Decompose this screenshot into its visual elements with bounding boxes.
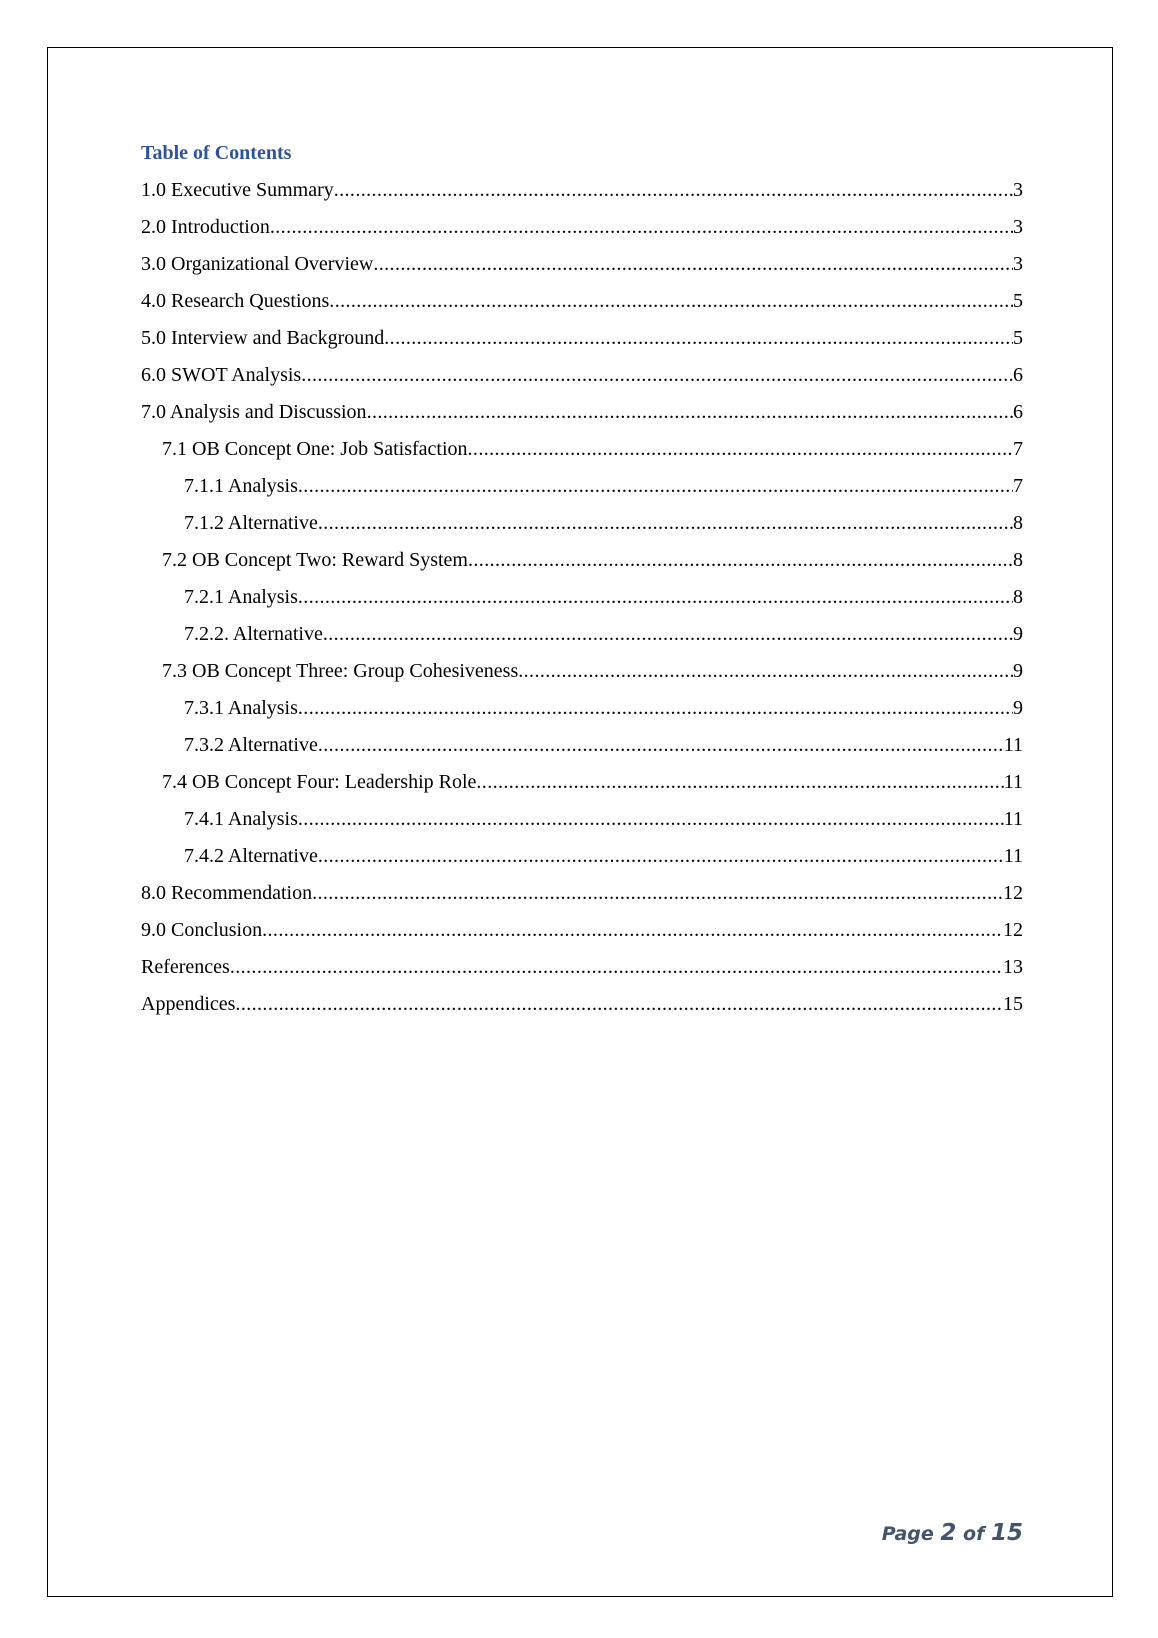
toc-entry[interactable] xyxy=(141,656,1023,693)
toc-page-number: 5 xyxy=(1013,290,1023,312)
toc-entry-label: 9.0 Conclusion xyxy=(141,919,263,941)
toc-entry-label: 5.0 Interview and Background xyxy=(141,327,385,349)
toc-dot-leader xyxy=(384,323,1013,353)
toc-entry[interactable] xyxy=(141,212,1023,249)
toc-page-number: 6 xyxy=(1013,364,1023,386)
toc-entry-label: References xyxy=(141,956,230,978)
toc-dot-leader xyxy=(318,841,1004,871)
toc-entry-label: 8.0 Recommendation xyxy=(141,882,313,904)
footer-total-pages: 15 xyxy=(990,1520,1023,1546)
toc-page-number: 11 xyxy=(1003,771,1023,793)
toc-dot-leader xyxy=(476,767,1003,797)
toc-page-number: 11 xyxy=(1003,734,1023,756)
toc-entry-label: 3.0 Organizational Overview xyxy=(141,253,374,275)
toc-page-number: 3 xyxy=(1013,216,1023,238)
toc-page-number: 11 xyxy=(1003,808,1023,830)
toc-entry[interactable] xyxy=(141,508,1023,545)
toc-entry-label: 7.1.1 Analysis xyxy=(184,475,298,497)
toc-entry-label: 7.4.2 Alternative xyxy=(184,845,318,867)
toc-entry[interactable] xyxy=(141,175,1023,212)
toc-dot-leader xyxy=(270,212,1013,242)
toc-dot-leader xyxy=(301,360,1013,390)
toc-page-number: 11 xyxy=(1003,845,1023,867)
toc-entry-label: 7.4.1 Analysis xyxy=(184,808,298,830)
toc-entry-label: 7.2.2. Alternative xyxy=(184,623,323,645)
toc-dot-leader xyxy=(318,508,1013,538)
toc-dot-leader xyxy=(367,397,1013,427)
toc-page-number: 5 xyxy=(1013,327,1023,349)
toc-page-number: 13 xyxy=(1003,956,1023,978)
toc-page-number: 8 xyxy=(1013,586,1023,608)
toc-page-number: 3 xyxy=(1013,253,1023,275)
toc-entry[interactable] xyxy=(141,471,1023,508)
toc-heading: Table of Contents xyxy=(141,142,292,164)
toc-entry-label: 1.0 Executive Summary xyxy=(141,179,334,201)
toc-entry[interactable] xyxy=(141,286,1023,323)
toc-dot-leader xyxy=(318,730,1004,760)
toc-entry-label: Appendices xyxy=(141,993,236,1015)
toc-dot-leader xyxy=(230,952,1003,982)
toc-entry-label: 7.2.1 Analysis xyxy=(184,586,298,608)
toc-page-number: 12 xyxy=(1003,882,1023,904)
footer-current-page: 2 xyxy=(940,1520,957,1546)
footer-page-word: Page xyxy=(881,1523,934,1545)
toc-entry[interactable] xyxy=(141,249,1023,286)
toc-entry[interactable] xyxy=(141,730,1023,767)
toc-page-number: 8 xyxy=(1013,549,1023,571)
toc-page-number: 9 xyxy=(1013,660,1023,682)
toc-entry-label: 7.3 OB Concept Three: Group Cohesiveness xyxy=(162,660,519,682)
toc-entry-label: 7.2 OB Concept Two: Reward System xyxy=(162,549,468,571)
toc-dot-leader xyxy=(518,656,1013,686)
toc-entry[interactable] xyxy=(141,989,1023,1026)
toc-entry-label: 6.0 SWOT Analysis xyxy=(141,364,302,386)
toc-entry-label: 4.0 Research Questions xyxy=(141,290,330,312)
toc-page-number: 15 xyxy=(1003,993,1023,1015)
toc-entry-label: 7.3.2 Alternative xyxy=(184,734,318,756)
toc-entry[interactable] xyxy=(141,434,1023,471)
toc-entry[interactable] xyxy=(141,323,1023,360)
toc-dot-leader xyxy=(298,582,1013,612)
toc-entry[interactable] xyxy=(141,545,1023,582)
toc-dot-leader xyxy=(373,249,1013,279)
page-number-footer xyxy=(882,1520,1023,1546)
toc-entry[interactable] xyxy=(141,360,1023,397)
toc-entry[interactable] xyxy=(141,804,1023,841)
toc-dot-leader xyxy=(334,175,1013,205)
toc-entry-label: 7.1.2 Alternative xyxy=(184,512,318,534)
toc-dot-leader xyxy=(298,471,1013,501)
toc-entry[interactable] xyxy=(141,397,1023,434)
toc-entry[interactable] xyxy=(141,693,1023,730)
toc-entry-label: 7.4 OB Concept Four: Leadership Role xyxy=(162,771,477,793)
footer-of-word: of xyxy=(963,1523,985,1545)
toc-entry-label: 7.1 OB Concept One: Job Satisfaction xyxy=(162,438,468,460)
toc-page-number: 7 xyxy=(1013,475,1023,497)
toc-page-number: 9 xyxy=(1013,623,1023,645)
toc-page-number: 6 xyxy=(1013,401,1023,423)
toc-list xyxy=(141,175,1023,1026)
toc-page-number: 3 xyxy=(1013,179,1023,201)
toc-dot-leader xyxy=(323,619,1013,649)
toc-dot-leader xyxy=(468,545,1013,575)
toc-dot-leader xyxy=(298,693,1013,723)
toc-entry[interactable] xyxy=(141,619,1023,656)
toc-dot-leader xyxy=(468,434,1013,464)
toc-page-number: 7 xyxy=(1013,438,1023,460)
toc-page-number: 9 xyxy=(1013,697,1023,719)
toc-dot-leader xyxy=(329,286,1013,316)
toc-entry-label: 7.3.1 Analysis xyxy=(184,697,298,719)
toc-dot-leader xyxy=(262,915,1003,945)
toc-entry[interactable] xyxy=(141,878,1023,915)
toc-dot-leader xyxy=(298,804,1004,834)
toc-entry[interactable] xyxy=(141,841,1023,878)
toc-entry[interactable] xyxy=(141,915,1023,952)
toc-dot-leader xyxy=(235,989,1003,1019)
toc-page-number: 12 xyxy=(1003,919,1023,941)
toc-entry-label: 2.0 Introduction xyxy=(141,216,270,238)
toc-entry[interactable] xyxy=(141,767,1023,804)
toc-page-number: 8 xyxy=(1013,512,1023,534)
toc-entry[interactable] xyxy=(141,952,1023,989)
toc-entry[interactable] xyxy=(141,582,1023,619)
toc-dot-leader xyxy=(312,878,1003,908)
toc-entry-label: 7.0 Analysis and Discussion xyxy=(141,401,367,423)
